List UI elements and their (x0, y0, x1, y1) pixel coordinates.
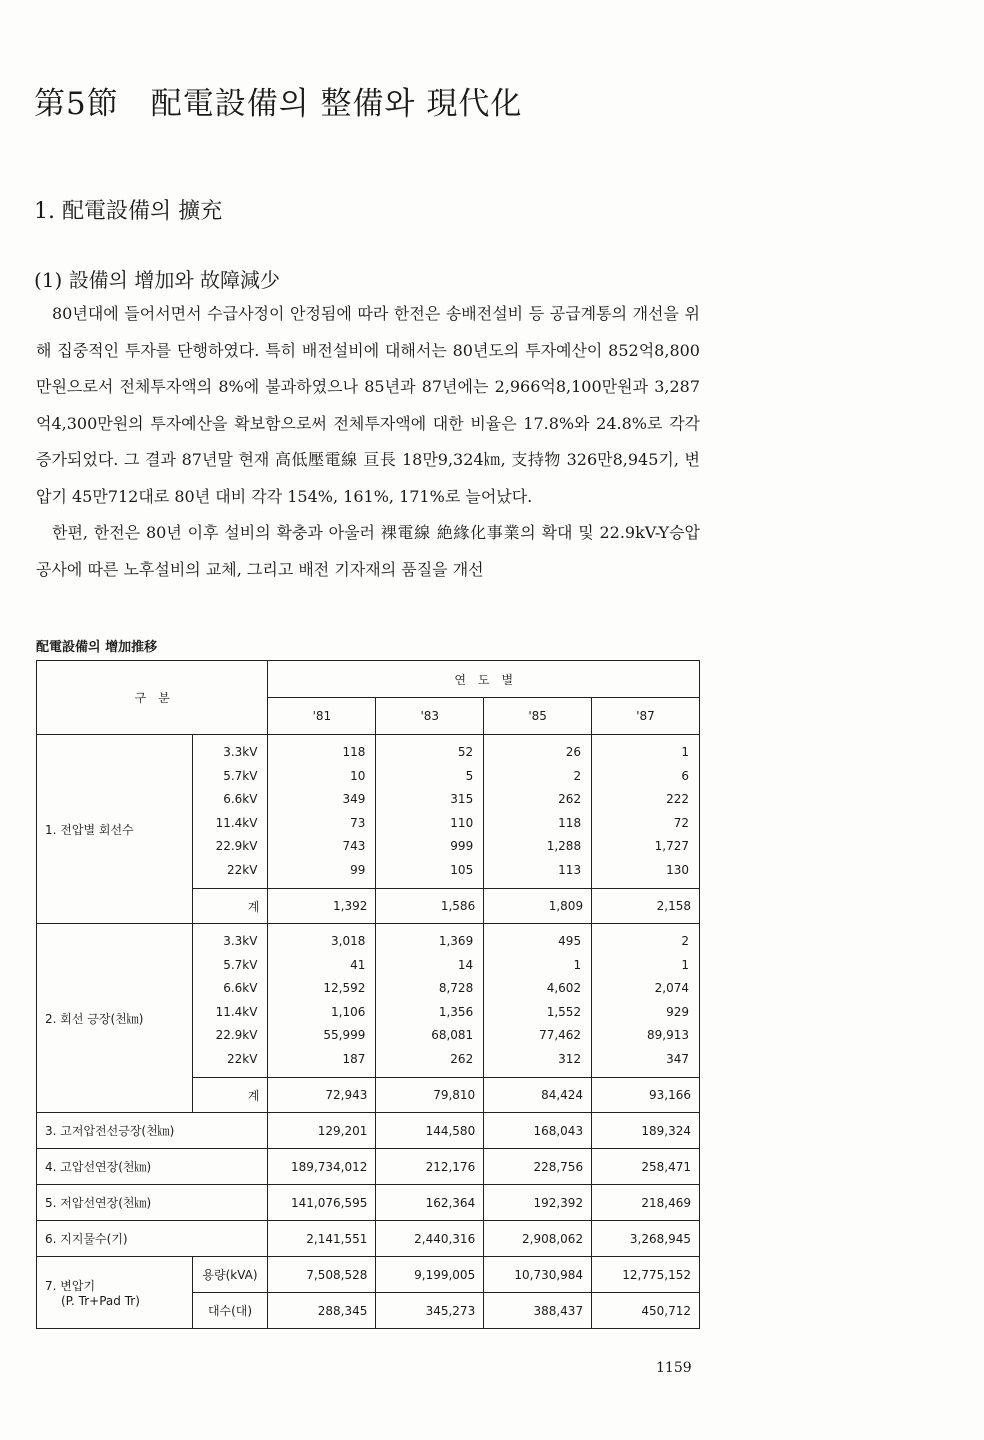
table-cell: 999 (450, 839, 474, 853)
table-cell: 141,076,595 (268, 1185, 376, 1221)
table-cell: 345,273 (376, 1293, 484, 1329)
year-header: '83 (376, 698, 484, 735)
table-cell: 1,106 (331, 1004, 366, 1019)
table-cell: 1,586 (376, 889, 484, 924)
distribution-facility-table (36, 660, 700, 1329)
group2-values-85 (484, 924, 592, 1078)
table-cell: 212,176 (376, 1149, 484, 1185)
unit-label: 11.4kV (215, 815, 258, 830)
year-header: '85 (484, 698, 592, 735)
table-cell: 7,508,528 (268, 1257, 376, 1293)
table-cell: 6 (681, 768, 689, 783)
year-group-header: 연 도 별 (268, 661, 700, 698)
table-cell: 118 (342, 745, 366, 759)
group2-detail-row (37, 924, 700, 1078)
row-label: 6. 지지물수(기) (37, 1221, 268, 1257)
table-cell: 41 (350, 957, 366, 972)
table-cell: 72,943 (268, 1078, 376, 1113)
table-cell: 68,081 (431, 1028, 474, 1042)
table-cell: 1 (681, 957, 689, 972)
unit-label: 11.4kV (215, 1004, 258, 1019)
group2-label: 2. 회선 긍장(천㎞) (37, 924, 193, 1113)
group1-values-85 (484, 735, 592, 889)
table-caption: 配電設備의 增加推移 (36, 640, 158, 655)
unit-label: 22kV (227, 1051, 258, 1066)
chapter-title: 第5節 配電設備의 整備와 現代化 (34, 86, 523, 122)
table-cell: 144,580 (376, 1113, 484, 1149)
total-label: 계 (192, 1078, 268, 1113)
unit-label: 22.9kV (215, 839, 258, 853)
table-cell: 1,369 (438, 934, 474, 948)
table-cell: 4,602 (546, 981, 582, 995)
count-label: 대수(대) (192, 1293, 268, 1329)
group2-units (192, 924, 268, 1078)
table-cell: 77,462 (539, 1028, 582, 1042)
row-label: 5. 저압선연장(천㎞) (37, 1185, 268, 1221)
table-cell: 3,018 (331, 934, 366, 948)
table-cell: 450,712 (592, 1293, 700, 1329)
table-cell: 168,043 (484, 1113, 592, 1149)
table-row (37, 1149, 700, 1185)
table-cell: 1,392 (268, 889, 376, 924)
table-cell: 72 (673, 815, 689, 830)
table-cell: 222 (666, 792, 689, 806)
group2-values-83 (376, 924, 484, 1078)
unit-label: 3.3kV (223, 745, 258, 759)
table-cell: 192,392 (484, 1185, 592, 1221)
table-cell: 262 (558, 792, 582, 806)
table-cell: 129,201 (268, 1113, 376, 1149)
table-cell: 929 (666, 1004, 689, 1019)
group2-values-87 (592, 924, 700, 1078)
unit-label: 22kV (227, 862, 258, 877)
table-cell: 105 (450, 862, 474, 877)
table-cell: 1,727 (654, 839, 689, 853)
table-cell: 495 (558, 934, 582, 948)
table-cell: 2,440,316 (376, 1221, 484, 1257)
group1-detail-row (37, 735, 700, 889)
row-label: 3. 고저압전선긍장(천㎞) (37, 1113, 268, 1149)
total-label: 계 (192, 889, 268, 924)
table-cell: 99 (350, 862, 366, 877)
transformer-capacity-row (37, 1257, 700, 1293)
table-cell: 1,356 (438, 1004, 474, 1019)
group1-values-81 (268, 735, 376, 889)
table-cell: 12,592 (323, 981, 366, 995)
table-cell: 258,471 (592, 1149, 700, 1185)
year-header: '87 (592, 698, 700, 735)
table-cell: 84,424 (484, 1078, 592, 1113)
table-cell: 2 (573, 768, 582, 783)
table-cell: 1,288 (546, 839, 582, 853)
table-row (37, 1113, 700, 1149)
group1-units (192, 735, 268, 889)
unit-label: 22.9kV (215, 1028, 258, 1042)
unit-label: 6.6kV (223, 981, 258, 995)
group1-values-83 (376, 735, 484, 889)
group1-values-87 (592, 735, 700, 889)
table-cell: 10 (350, 768, 366, 783)
table-cell: 113 (558, 862, 582, 877)
table-cell: 349 (342, 792, 366, 806)
table-cell: 79,810 (376, 1078, 484, 1113)
body-text (36, 296, 700, 588)
group1-label: 1. 전압별 회선수 (37, 735, 193, 924)
table-row (37, 1185, 700, 1221)
transformer-title: 7. 변압기 (45, 1279, 96, 1293)
table-cell: 10,730,984 (484, 1257, 592, 1293)
transformer-label (37, 1257, 193, 1329)
table-cell: 1 (573, 957, 582, 972)
unit-label: 5.7kV (223, 957, 258, 972)
table-cell: 347 (666, 1051, 689, 1066)
table-header-row (37, 661, 700, 698)
table-cell: 262 (450, 1051, 474, 1066)
transformer-sublabel: (P. Tr+Pad Tr) (61, 1294, 140, 1308)
table-cell: 187 (342, 1051, 366, 1066)
table-cell: 2,141,551 (268, 1221, 376, 1257)
table-row (37, 1221, 700, 1257)
table-cell: 130 (666, 862, 689, 877)
unit-label: 3.3kV (223, 934, 258, 948)
table-cell: 89,913 (647, 1028, 689, 1042)
group2-values-81 (268, 924, 376, 1078)
year-header: '81 (268, 698, 376, 735)
table-cell: 315 (450, 792, 474, 806)
section-title: 1. 配電設備의 擴充 (34, 199, 223, 224)
table-cell: 288,345 (268, 1293, 376, 1329)
unit-label: 6.6kV (223, 792, 258, 806)
table-cell: 228,756 (484, 1149, 592, 1185)
row-label: 4. 고압선연장(천㎞) (37, 1149, 268, 1185)
table-cell: 162,364 (376, 1185, 484, 1221)
table-cell: 52 (457, 745, 474, 759)
table-cell: 118 (558, 815, 582, 830)
table-cell: 5 (465, 768, 474, 783)
table-cell: 73 (350, 815, 366, 830)
paragraph-2: 한편, 한전은 80년 이후 설비의 확충과 아울러 裸電線 絶緣化事業의 확대 및 22.9kV-Y승압공사에 따른 노후설비의 교체, 그리고 배전 기자재의 품질을 개선 (36, 523, 700, 579)
table-cell: 2,158 (592, 889, 700, 924)
table-cell: 218,469 (592, 1185, 700, 1221)
capacity-label: 용량(kVA) (192, 1257, 268, 1293)
table-cell: 9,199,005 (376, 1257, 484, 1293)
category-header: 구 분 (37, 661, 268, 735)
table-cell: 93,166 (592, 1078, 700, 1113)
table-cell: 189,734,012 (268, 1149, 376, 1185)
table-cell: 312 (558, 1051, 582, 1066)
subsection-title: (1) 設備의 增加와 故障減少 (34, 268, 281, 292)
table-cell: 1 (681, 745, 689, 759)
table-cell: 743 (342, 839, 366, 853)
page-number: 1159 (656, 1360, 692, 1376)
table-cell: 1,552 (546, 1004, 582, 1019)
table-cell: 1,809 (484, 889, 592, 924)
table-cell: 55,999 (323, 1028, 366, 1042)
table-cell: 8,728 (438, 981, 474, 995)
table-cell: 110 (450, 815, 474, 830)
table-cell: 388,437 (484, 1293, 592, 1329)
table-cell: 189,324 (592, 1113, 700, 1149)
table-cell: 12,775,152 (592, 1257, 700, 1293)
table-cell: 26 (565, 745, 582, 759)
table-cell: 3,268,945 (592, 1221, 700, 1257)
table-cell: 2,074 (654, 981, 689, 995)
table-cell: 2,908,062 (484, 1221, 592, 1257)
paragraph-1: 80년대에 들어서면서 수급사정이 안정됨에 따라 한전은 송배전설비 등 공급계통의 개선을 위해 집중적인 투자를 단행하였다. 특히 배전설비에 대해서는 80년도의 투자예산이 852억8,800만원으로서 전체투자액의 8%에 불과하였으나 85년과 87년에는 2,966억8,100만원과 3,287억4,300만원의 투자예산을 확보함으로써 전체투자액에 대한 비율은 17.8%와 24.8%로 각각 증가되었다. 그 결과 87년말 현재 高低壓電線 亘長 18만9,324㎞, 支持物 326만8,945기, 변압기 45만712대로 80년 대비 각각 154%, 161%, 171%로 늘어났다. (36, 304, 700, 506)
unit-label: 5.7kV (223, 768, 258, 783)
table-cell: 2 (681, 934, 689, 948)
table-cell: 14 (457, 957, 474, 972)
